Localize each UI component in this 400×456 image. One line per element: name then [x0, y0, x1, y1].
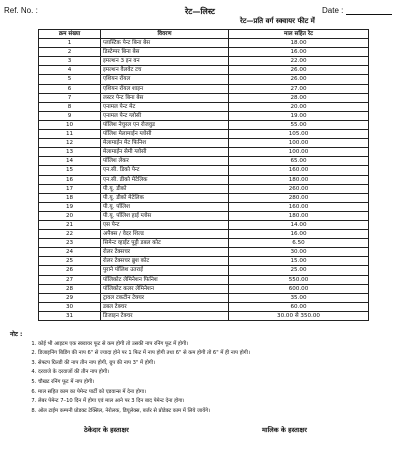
table-row — [39, 175, 369, 184]
cell-desc: पी.यू. डीको — [101, 184, 229, 193]
cell-desc: एनामल पेन्ट मेट — [101, 102, 229, 111]
note-item: 4. दरवाजे के दरवाजों की तीन नाप होगी। — [38, 368, 395, 378]
column-header-sno: क्रम संख्या — [39, 30, 101, 39]
note-item: 2. डिजाइनिंग बिडिंग की नाप 6" से ज्यादा होने पर 1 फिट में नाप होगी तथा 6" से कम होगी तो 6" में ही नाप होगी। — [38, 349, 395, 359]
contractor-signature-label: ठेकेदार के हस्ताक्षर — [84, 426, 129, 434]
cell-desc: एनामल पेन्ट ग्लोसी — [101, 111, 229, 120]
cell-rate: 19.00 — [229, 111, 369, 120]
cell-rate: 16.00 — [229, 48, 369, 57]
cell-desc: मेलामाईन सेमी ग्लोसी — [101, 148, 229, 157]
cell-sno: 20 — [39, 211, 101, 220]
table-row — [39, 184, 369, 193]
table-row — [39, 257, 369, 266]
cell-desc: पॉलिश मेलामाईन ग्लोसी — [101, 130, 229, 139]
cell-rate: 27.00 — [229, 84, 369, 93]
note-item: 5. चौखट रनिंग फूट में नाप होगी। — [38, 378, 395, 388]
note-item: 7. लेबर पेमेन्ट 7–10 दिन में होगा एवं माल आने पर 3 दिन बाद पेमेन्ट देना होगा। — [38, 397, 395, 407]
table-row — [39, 102, 369, 111]
page-header — [0, 0, 400, 30]
cell-desc: डबल टेक्चर — [101, 302, 229, 311]
cell-rate: 30.00 से 350.00 — [229, 311, 369, 320]
cell-rate: 55.00 — [229, 120, 369, 129]
cell-desc: पी.यू. पॉलिश — [101, 202, 229, 211]
cell-desc: अपैक्स / वेदर शिल्ड — [101, 230, 229, 239]
cell-sno: 17 — [39, 184, 101, 193]
cell-rate: 26.00 — [229, 75, 369, 84]
cell-rate: 105.00 — [229, 130, 369, 139]
notes-list — [10, 340, 395, 417]
cell-sno: 13 — [39, 148, 101, 157]
table-row — [39, 202, 369, 211]
cell-rate: 600.00 — [229, 284, 369, 293]
cell-rate: 65.00 — [229, 157, 369, 166]
cell-desc: पॉलिश नेचुरल एन रोजवुड — [101, 120, 229, 129]
cell-desc: एशियन रॉयल — [101, 75, 229, 84]
cell-desc: डिजाइन टेक्चर — [101, 311, 229, 320]
cell-desc: रोलर टेक्सचर — [101, 248, 229, 257]
table-row — [39, 48, 369, 57]
notes-heading: नोट : — [10, 331, 23, 338]
cell-desc: सिमेन्ट व्हाईट पुट्टी डबल कोट — [101, 239, 229, 248]
cell-sno: 25 — [39, 257, 101, 266]
cell-rate: 260.00 — [229, 184, 369, 193]
table-row — [39, 120, 369, 129]
table-row — [39, 84, 369, 93]
table-row — [39, 75, 369, 84]
cell-sno: 22 — [39, 230, 101, 239]
cell-sno: 4 — [39, 66, 101, 75]
table-row — [39, 211, 369, 220]
table-row — [39, 39, 369, 48]
cell-sno: 18 — [39, 193, 101, 202]
cell-rate: 16.00 — [229, 230, 369, 239]
table-row — [39, 157, 369, 166]
cell-desc: पॉलिकोट कलर लेमिनेशन — [101, 284, 229, 293]
rate-table-body — [39, 39, 369, 321]
cell-rate: 15.00 — [229, 257, 369, 266]
table-row — [39, 193, 369, 202]
cell-desc: एशियन रॉयल शाइन — [101, 84, 229, 93]
cell-sno: 3 — [39, 57, 101, 66]
cell-sno: 15 — [39, 166, 101, 175]
table-row — [39, 220, 369, 229]
table-row — [39, 93, 369, 102]
ref-no-label: Ref. No. : — [4, 6, 38, 15]
cell-desc: पी.यू. डीको मेटेलिक — [101, 193, 229, 202]
page-title: रेट—लिस्ट — [185, 7, 215, 16]
cell-rate: 100.00 — [229, 148, 369, 157]
cell-rate: 22.00 — [229, 57, 369, 66]
cell-desc: लस्टर पेन्ट बिना बेस — [101, 93, 229, 102]
cell-rate: 26.00 — [229, 66, 369, 75]
cell-desc: डिस्टेम्पर बिना बेस — [101, 48, 229, 57]
cell-rate: 35.00 — [229, 293, 369, 302]
cell-rate: 280.00 — [229, 193, 369, 202]
cell-rate: 28.00 — [229, 93, 369, 102]
cell-desc: रोलर टेक्सचर ब्रुश कोट — [101, 257, 229, 266]
cell-rate: 30.00 — [229, 248, 369, 257]
cell-desc: एस पेन्ट — [101, 220, 229, 229]
notes-section — [10, 330, 395, 416]
rate-table-header — [39, 30, 369, 39]
cell-sno: 14 — [39, 157, 101, 166]
date-label-text: Date : — [322, 6, 344, 15]
cell-sno: 16 — [39, 175, 101, 184]
cell-sno: 30 — [39, 302, 101, 311]
cell-sno: 12 — [39, 139, 101, 148]
cell-desc: पुराने पॉलिश उतराई — [101, 266, 229, 275]
cell-desc: एन.सी. डिको पेन्ट — [101, 166, 229, 175]
table-row — [39, 130, 369, 139]
cell-desc: प्लास्टिक पेन्ट बिना बेस — [101, 39, 229, 48]
cell-sno: 5 — [39, 75, 101, 84]
note-item: 8. ओल टाईम कम्पनी प्रोडक्ट टेक्सिल, नेरोलक, डियूलेक्स, बर्जर से प्रोडेक्ट काम में लिये जायेंगे। — [38, 407, 395, 417]
table-row — [39, 66, 369, 75]
date-label — [322, 6, 392, 15]
table-row — [39, 57, 369, 66]
cell-rate: 6.50 — [229, 239, 369, 248]
cell-rate: 20.00 — [229, 102, 369, 111]
note-item: 3. सेफ्टप ग्रिल्डी की नाप तीन नाप होगी, ग्रुप की नाप 3" में होगी। — [38, 359, 395, 369]
cell-sno: 1 — [39, 39, 101, 48]
table-row — [39, 311, 369, 320]
cell-sno: 19 — [39, 202, 101, 211]
owner-signature-label: मालिक के हस्ताक्षर — [262, 426, 307, 434]
cell-desc: ट्रावल टकटीन टेक्चर — [101, 293, 229, 302]
cell-rate: 60.00 — [229, 302, 369, 311]
cell-sno: 28 — [39, 284, 101, 293]
date-blank-line — [346, 6, 392, 15]
column-header-description: विवरण — [101, 30, 229, 39]
note-item: 1. कोई भी आइटम एक स्क्वायर फूट से कम होगी तो उसकी नाप रनिंग फूट में होगी। — [38, 340, 395, 350]
rate-table — [38, 29, 369, 321]
cell-sno: 27 — [39, 275, 101, 284]
cell-rate: 550.00 — [229, 275, 369, 284]
cell-sno: 23 — [39, 239, 101, 248]
table-row — [39, 148, 369, 157]
table-row — [39, 139, 369, 148]
cell-sno: 26 — [39, 266, 101, 275]
table-row — [39, 275, 369, 284]
table-row — [39, 248, 369, 257]
cell-desc: पॉलिकोट लेमिनेशन फिनिश — [101, 275, 229, 284]
cell-desc: इमल्शन वैलवेट टच — [101, 66, 229, 75]
cell-desc: पी.यू. पॉलिश हाई ग्लोस — [101, 211, 229, 220]
cell-sno: 7 — [39, 93, 101, 102]
cell-sno: 10 — [39, 120, 101, 129]
cell-rate: 160.00 — [229, 202, 369, 211]
column-header-rate: माल सहित रेट — [229, 30, 369, 39]
cell-sno: 24 — [39, 248, 101, 257]
cell-desc: मेलामाईन मेट फिनिश — [101, 139, 229, 148]
table-row — [39, 239, 369, 248]
table-row — [39, 284, 369, 293]
cell-sno: 29 — [39, 293, 101, 302]
cell-sno: 8 — [39, 102, 101, 111]
cell-rate: 100.00 — [229, 139, 369, 148]
cell-rate: 180.00 — [229, 211, 369, 220]
cell-sno: 11 — [39, 130, 101, 139]
cell-desc: एन.सी. डीको मेटेलिक — [101, 175, 229, 184]
table-row — [39, 293, 369, 302]
cell-sno: 21 — [39, 220, 101, 229]
table-row — [39, 266, 369, 275]
cell-desc: इमल्शन 3 इन वन — [101, 57, 229, 66]
note-item: 6. माल सहित काम का पेमेन्ट पार्टी को एडवान्स में देना होगा। — [38, 388, 395, 398]
table-row — [39, 302, 369, 311]
cell-desc: पॉलिश लेकर — [101, 157, 229, 166]
cell-rate: 18.00 — [229, 39, 369, 48]
rate-unit-subtitle: रेट—प्रति वर्ग स्क्वायर फीट में — [240, 17, 315, 25]
cell-sno: 6 — [39, 84, 101, 93]
cell-sno: 9 — [39, 111, 101, 120]
cell-sno: 2 — [39, 48, 101, 57]
table-row — [39, 166, 369, 175]
cell-sno: 31 — [39, 311, 101, 320]
cell-rate: 25.00 — [229, 266, 369, 275]
cell-rate: 180.00 — [229, 175, 369, 184]
table-row — [39, 111, 369, 120]
cell-rate: 160.00 — [229, 166, 369, 175]
cell-rate: 14.00 — [229, 220, 369, 229]
table-row — [39, 230, 369, 239]
